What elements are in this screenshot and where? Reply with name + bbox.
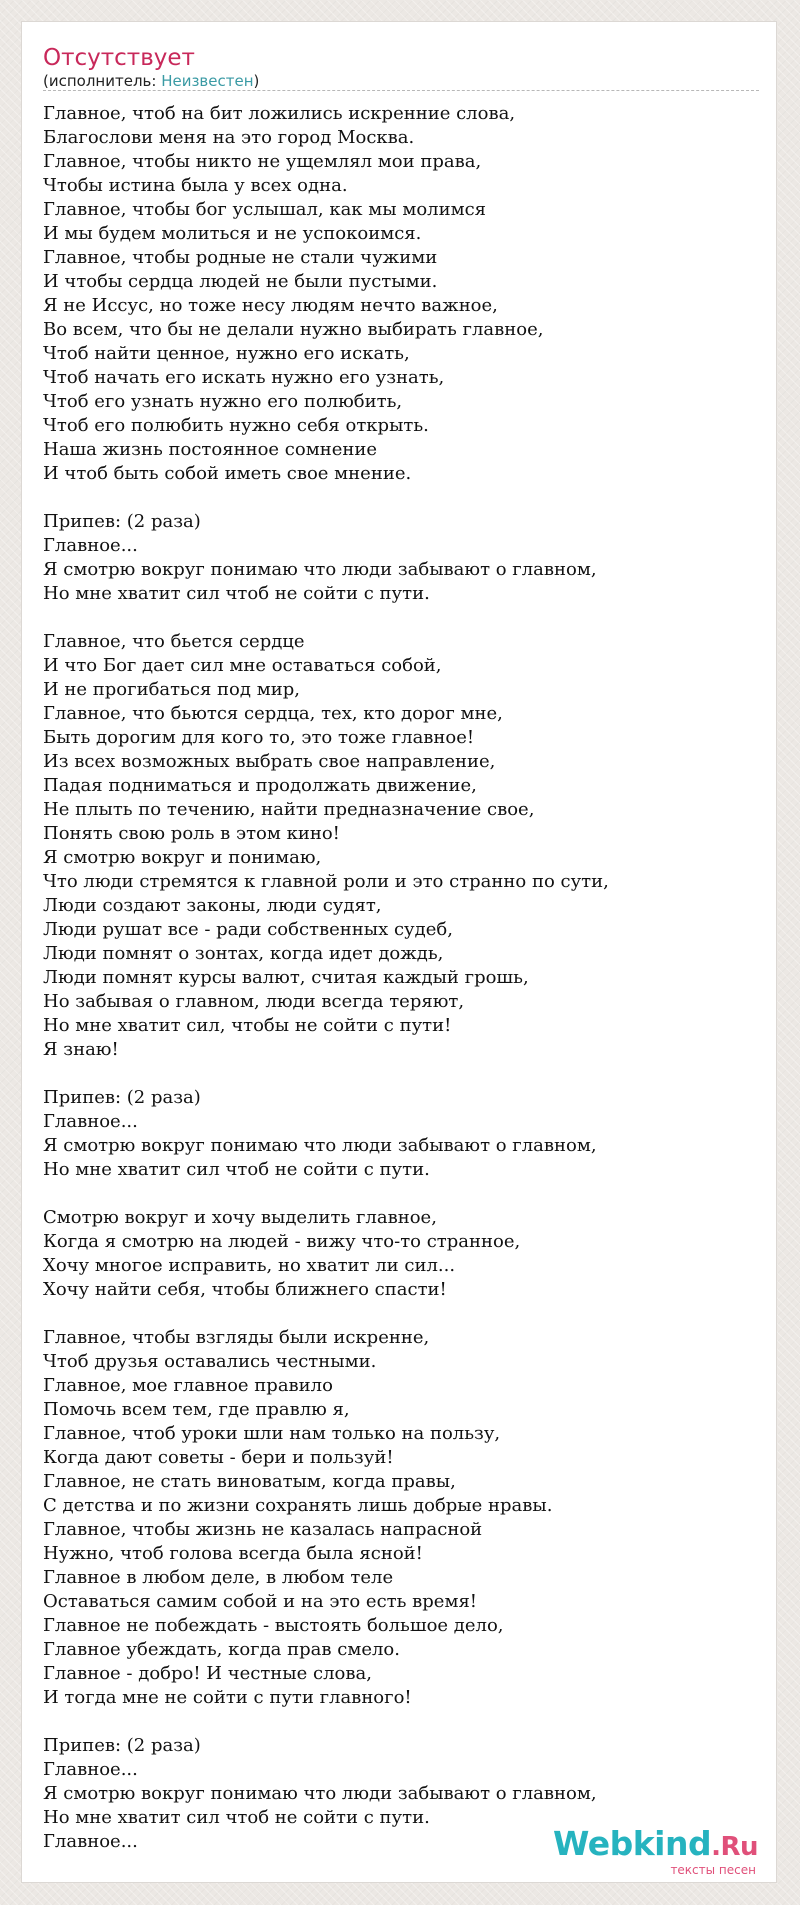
lyric-line: Когда я смотрю на людей - вижу что-то странное, [43,1231,521,1252]
lyrics-stanza [43,1206,759,1302]
lyric-line: Главное не побеждать - выстоять большое дело, [43,1615,504,1636]
logo-name: Webkind [552,1824,712,1863]
lyric-line: Чтобы истина была у всех одна. [43,175,348,196]
lyric-line: Припев: (2 раза) [43,511,201,532]
lyric-line: Чтоб найти ценное, нужно его искать, [43,343,410,364]
site-logo[interactable] [552,1824,758,1877]
lyrics-stanza [43,510,759,606]
lyric-line: Припев: (2 раза) [43,1087,201,1108]
lyric-line: Падая подниматься и продолжать движение, [43,775,477,796]
lyric-line: И мы будем молиться и не успокоимся. [43,223,422,244]
lyric-line: Хочу многое исправить, но хватит ли сил... [43,1255,456,1276]
performer-link[interactable]: Неизвестен [161,72,254,90]
lyric-line: Помочь всем тем, где правлю я, [43,1399,350,1420]
lyric-line: С детства и по жизни сохранять лишь добрые нравы. [43,1495,553,1516]
lyric-line: Припев: (2 раза) [43,1735,201,1756]
lyric-line: Главное... [43,1759,138,1780]
lyric-line: Чтоб его узнать нужно его полюбить, [43,391,403,412]
lyric-line: Но мне хватит сил чтоб не сойти с пути. [43,583,430,604]
lyric-line: Я смотрю вокруг и понимаю, [43,847,322,868]
lyric-line: Чтоб его полюбить нужно себя открыть. [43,415,429,436]
lyric-line: Но мне хватит сил чтоб не сойти с пути. [43,1159,430,1180]
lyric-line: Из всех возможных выбрать свое направление, [43,751,496,772]
lyric-line: Главное, чтобы бог услышал, как мы молимся [43,199,487,220]
lyric-line: Чтоб друзья оставались честными. [43,1351,377,1372]
lyric-line: Когда дают советы - бери и пользуй! [43,1447,394,1468]
lyric-line: Главное, что бьется сердце [43,631,305,652]
lyric-line: Люди создают законы, люди судят, [43,895,382,916]
lyric-line: Главное, мое главное правило [43,1375,333,1396]
lyrics-stanza [43,1086,759,1182]
lyric-line: Но забывая о главном, люди всегда теряют, [43,991,465,1012]
lyric-line: Главное - добро! И честные слова, [43,1663,372,1684]
lyric-line: Понять свою роль в этом кино! [43,823,340,844]
lyric-line: Главное убеждать, когда прав смело. [43,1639,400,1660]
lyric-line: Я знаю! [43,1039,119,1060]
lyric-line: Люди рушат все - ради собственных судеб, [43,919,453,940]
lyric-line: И тогда мне не сойти с пути главного! [43,1687,412,1708]
lyrics-card [21,21,777,1883]
lyric-line: Благослови меня на это город Москва. [43,127,415,148]
logo-tld: .Ru [711,1832,758,1862]
lyric-line: Быть дорогим для кого то, это тоже главное! [43,727,475,748]
title-divider [43,90,759,91]
lyric-line: Но мне хватит сил, чтобы не сойти с пути! [43,1015,452,1036]
lyric-line: Но мне хватит сил чтоб не сойти с пути. [43,1807,430,1828]
lyric-line: Главное... [43,535,138,556]
lyric-line: Главное, чтобы родные не стали чужими [43,247,438,268]
lyrics-stanza [43,102,759,486]
lyric-line: Наша жизнь постоянное сомнение [43,439,377,460]
lyric-line: Смотрю вокруг и хочу выделить главное, [43,1207,437,1228]
lyric-line: Главное, что бьются сердца, тех, кто дорог мне, [43,703,503,724]
lyric-line: Главное... [43,1831,138,1852]
lyric-line: Главное, не стать виноватым, когда правы, [43,1471,456,1492]
lyric-line: Главное в любом деле, в любом теле [43,1567,394,1588]
lyric-line: И что Бог дает сил мне оставаться собой, [43,655,442,676]
lyric-line: И не прогибаться под мир, [43,679,300,700]
lyric-line: Я смотрю вокруг понимаю что люди забывают о главном, [43,559,597,580]
performer-prefix: (исполнитель: [43,72,162,90]
lyric-line: Чтоб начать его искать нужно его узнать, [43,367,445,388]
performer-line [43,71,259,91]
lyric-line: Главное, чтобы никто не ущемлял мои права, [43,151,482,172]
lyric-line: Что люди стремятся к главной роли и это странно по сути, [43,871,609,892]
lyrics-stanza [43,1326,759,1710]
lyrics-text [43,102,759,1854]
lyric-line: Хочу найти себя, чтобы ближнего спасти! [43,1279,447,1300]
lyric-line: Во всем, что бы не делали нужно выбирать главное, [43,319,544,340]
logo-wordmark [552,1824,758,1864]
lyrics-stanza [43,630,759,1062]
lyric-line: Я смотрю вокруг понимаю что люди забывают о главном, [43,1783,597,1804]
lyric-line: Нужно, чтоб голова всегда была ясной! [43,1543,423,1564]
lyric-line: Не плыть по течению, найти предназначение свое, [43,799,535,820]
lyric-line: Главное... [43,1111,138,1132]
lyric-line: Оставаться самим собой и на это есть время! [43,1591,478,1612]
logo-tagline: тексты песен [670,1863,756,1877]
lyric-line: И чтоб быть собой иметь свое мнение. [43,463,412,484]
lyric-line: Люди помнят о зонтах, когда идет дождь, [43,943,444,964]
lyric-line: Я смотрю вокруг понимаю что люди забывают о главном, [43,1135,597,1156]
lyric-line: Главное, чтобы взгляды были искренне, [43,1327,430,1348]
lyric-line: Главное, чтоб на бит ложились искренние слова, [43,103,516,124]
performer-suffix: ) [253,72,260,90]
lyric-line: Я не Иссус, но тоже несу людям нечто важное, [43,295,498,316]
lyric-line: Главное, чтоб уроки шли нам только на пользу, [43,1423,501,1444]
lyric-line: Главное, чтобы жизнь не казалась напрасной [43,1519,483,1540]
song-title: Отсутствует [43,45,195,71]
lyric-line: И чтобы сердца людей не были пустыми. [43,271,438,292]
lyric-line: Люди помнят курсы валют, считая каждый грошь, [43,967,529,988]
